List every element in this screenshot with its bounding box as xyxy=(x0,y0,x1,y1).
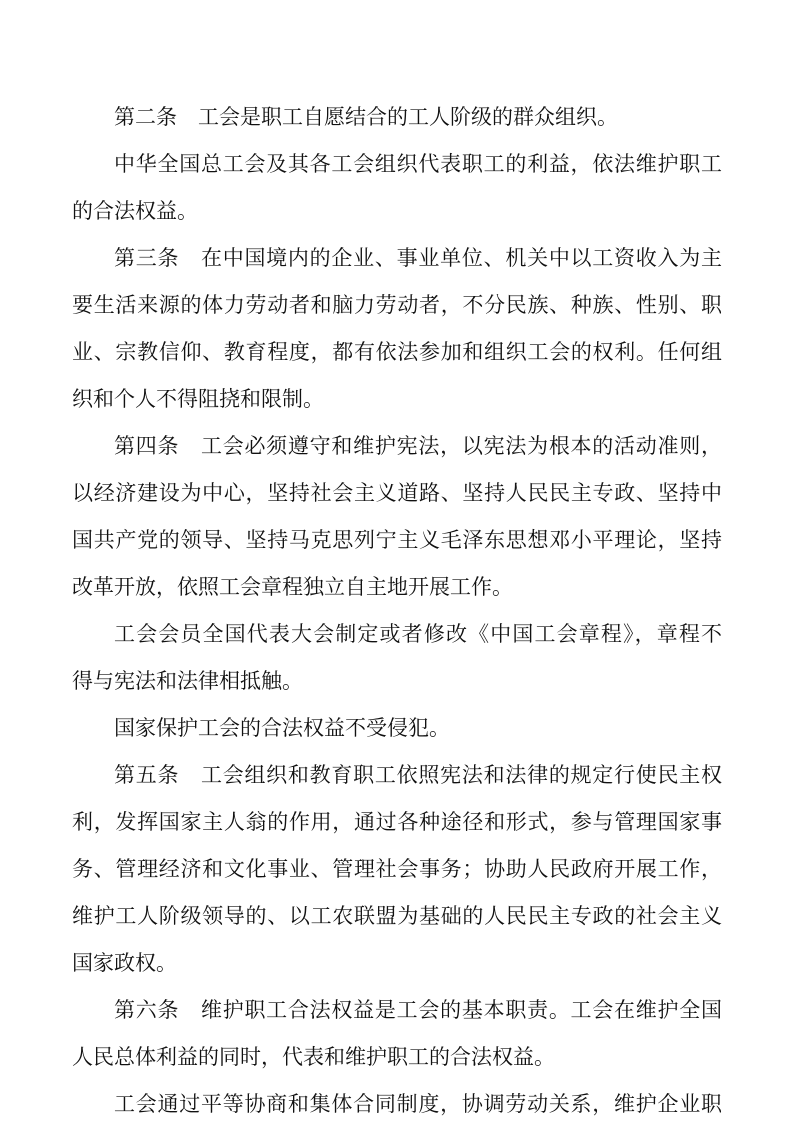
paragraph-line: 的合法权益。 xyxy=(72,199,198,223)
article-paragraph xyxy=(72,705,722,752)
article-paragraph xyxy=(72,94,722,141)
paragraph-line: 第四条 工会必须遵守和维护宪法，以宪法为根本的活动准则， xyxy=(114,434,722,458)
article-paragraph xyxy=(72,1081,722,1128)
article-paragraph xyxy=(72,423,722,611)
paragraph-line: 第三条 在中国境内的企业、事业单位、机关中以工资收入为主 xyxy=(114,246,722,270)
article-paragraph xyxy=(72,752,722,987)
paragraph-line: 维护工人阶级领导的、以工农联盟为基础的人民民主专政的社会主义 xyxy=(72,904,722,928)
paragraph-line: 人民总体利益的同时，代表和维护职工的合法权益。 xyxy=(72,1045,555,1069)
paragraph-line: 以经济建设为中心，坚持社会主义道路、坚持人民民主专政、坚持中 xyxy=(72,481,722,505)
article-paragraph xyxy=(72,987,722,1081)
paragraph-line: 业、宗教信仰、教育程度，都有依法参加和组织工会的权利。任何组 xyxy=(72,340,722,364)
paragraph-line: 国共产党的领导、坚持马克思列宁主义毛泽东思想邓小平理论，坚持 xyxy=(72,528,722,552)
paragraph-line: 工会通过平等协商和集体合同制度，协调劳动关系，维护企业职 xyxy=(114,1092,722,1116)
paragraph-line: 利，发挥国家主人翁的作用，通过各种途径和形式，参与管理国家事 xyxy=(72,810,722,834)
paragraph-line: 第六条 维护职工合法权益是工会的基本职责。工会在维护全国 xyxy=(114,998,722,1022)
paragraph-line: 改革开放，依照工会章程独立自主地开展工作。 xyxy=(72,575,513,599)
paragraph-line: 中华全国总工会及其各工会组织代表职工的利益，依法维护职工 xyxy=(114,152,722,176)
paragraph-line: 第二条 工会是职工自愿结合的工人阶级的群众组织。 xyxy=(114,105,618,129)
article-paragraph xyxy=(72,141,722,235)
paragraph-line: 国家政权。 xyxy=(72,951,177,975)
article-paragraph xyxy=(72,235,722,423)
paragraph-line: 织和个人不得阻挠和限制。 xyxy=(72,387,324,411)
paragraph-line: 工会会员全国代表大会制定或者修改《中国工会章程》，章程不 xyxy=(114,622,722,646)
article-paragraph xyxy=(72,611,722,705)
paragraph-line: 第五条 工会组织和教育职工依照宪法和法律的规定行使民主权 xyxy=(114,763,722,787)
paragraph-line: 得与宪法和法律相抵触。 xyxy=(72,669,303,693)
document-page xyxy=(72,94,722,1128)
paragraph-line: 国家保护工会的合法权益不受侵犯。 xyxy=(114,716,450,740)
paragraph-line: 要生活来源的体力劳动者和脑力劳动者，不分民族、种族、性别、职 xyxy=(72,293,722,317)
paragraph-line: 务、管理经济和文化事业、管理社会事务；协助人民政府开展工作， xyxy=(72,857,722,881)
